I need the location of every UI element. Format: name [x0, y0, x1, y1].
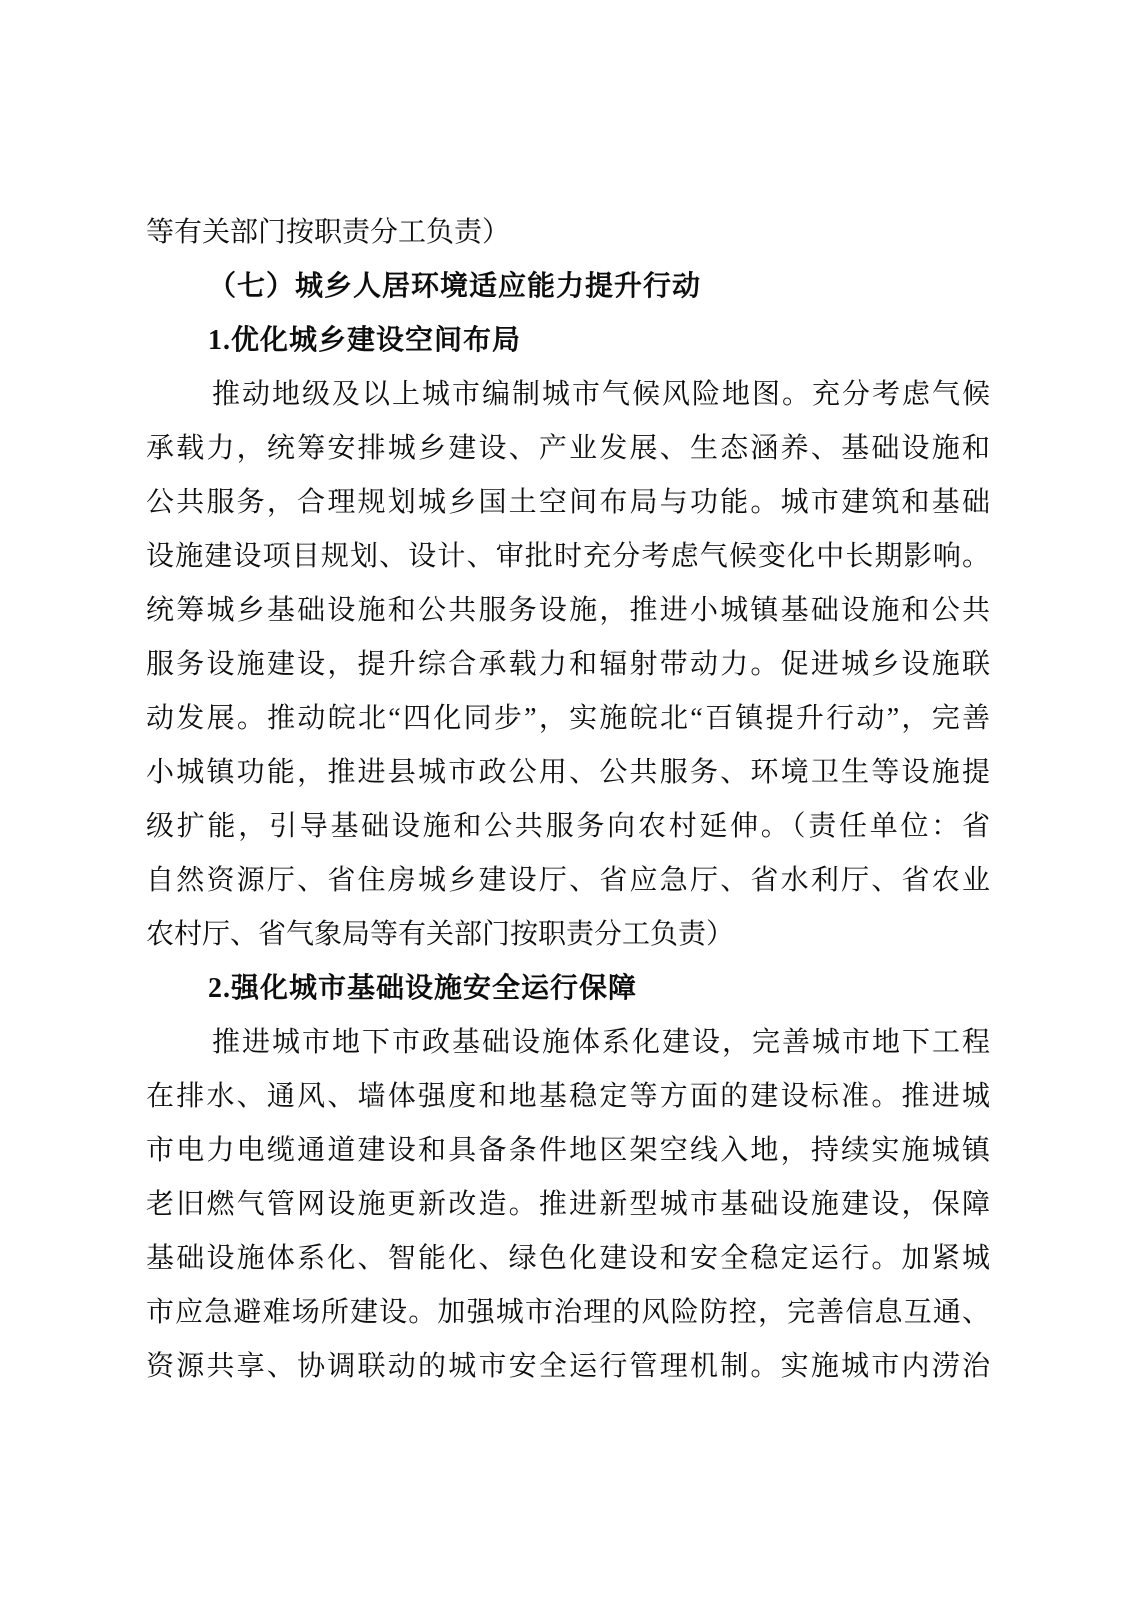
paragraph-end-line: 农村厅、省气象局等有关部门按职责分工负责） — [146, 919, 735, 950]
text-line: 基础设施体系化、智能化、绿色化建设和安全稳定运行。加紧城 — [146, 1243, 990, 1274]
text-line: 市电力电缆通道建设和具备条件地区架空线入地，持续实施城镇 — [146, 1135, 990, 1166]
text-line: 公共服务，合理规划城乡国土空间布局与功能。城市建筑和基础 — [146, 487, 990, 518]
text-line: 推动地级及以上城市编制城市气候风险地图。充分考虑气候 — [212, 379, 990, 410]
text-line: 设施建设项目规划、设计、审批时充分考虑气候变化中长期影响。 — [146, 541, 990, 572]
text-line: 推进城市地下市政基础设施体系化建设，完善城市地下工程 — [212, 1027, 990, 1058]
text-line: 市应急避难场所建设。加强城市治理的风险防控，完善信息互通、 — [146, 1297, 990, 1328]
text-line: 统筹城乡基础设施和公共服务设施，推进小城镇基础设施和公共 — [146, 595, 990, 626]
text-line: 在排水、通风、墙体强度和地基稳定等方面的建设标准。推进城 — [146, 1081, 990, 1112]
text-line: 小城镇功能，推进县城市政公用、公共服务、环境卫生等设施提 — [146, 757, 990, 788]
text-line: 老旧燃气管网设施更新改造。推进新型城市基础设施建设，保障 — [146, 1189, 990, 1220]
text-line: 服务设施建设，提升综合承载力和辐射带动力。促进城乡设施联 — [146, 649, 990, 680]
text-line: 自然资源厅、省住房城乡建设厅、省应急厅、省水利厅、省农业 — [146, 865, 990, 896]
text-line: 级扩能，引导基础设施和公共服务向农村延伸。（责任单位：省 — [146, 811, 990, 842]
subsection-1-heading: 1.优化城乡建设空间布局 — [208, 325, 522, 356]
document-text-block — [146, 206, 990, 1394]
text-line: 承载力，统筹安排城乡建设、产业发展、生态涵养、基础设施和 — [146, 433, 990, 464]
paragraph-end-line: 等有关部门按职责分工负责） — [146, 217, 511, 248]
text-line: 动发展。推动皖北“四化同步”，实施皖北“百镇提升行动”，完善 — [146, 703, 990, 734]
section-7-heading: （七）城乡人居环境适应能力提升行动 — [208, 271, 702, 302]
text-line: 资源共享、协调联动的城市安全运行管理机制。实施城市内涝治 — [146, 1351, 990, 1382]
subsection-2-heading: 2.强化城市基础设施安全运行保障 — [208, 973, 638, 1004]
